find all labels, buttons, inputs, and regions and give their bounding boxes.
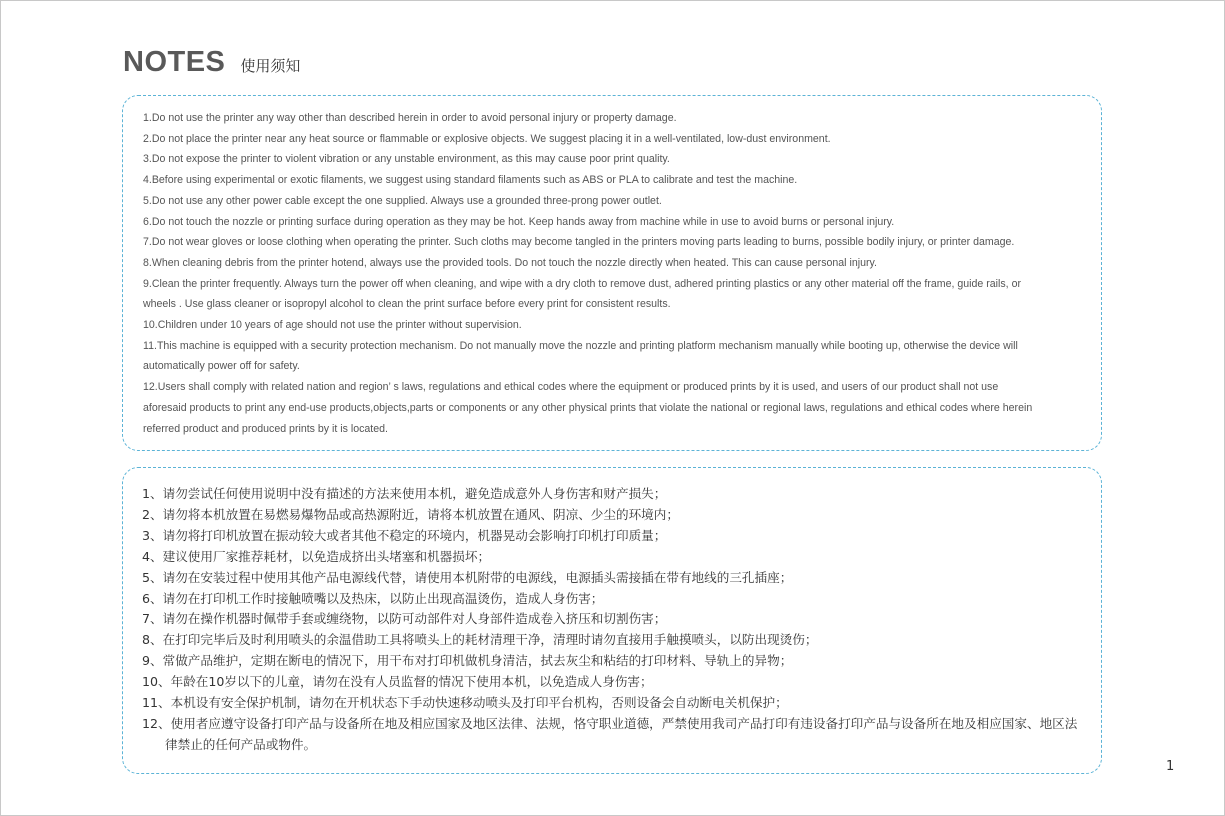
english-note-item: 6.Do not touch the nozzle or printing surface during operation as they may be hot. Keep hands away from machine while in use to avoid burns or personal injury. <box>143 215 895 228</box>
english-note-item: 3.Do not expose the printer to violent vibration or any unstable environment, as this may cause poor print quality. <box>143 153 670 166</box>
title-chinese: 使用须知 <box>240 57 301 75</box>
chinese-note-item: 5、请勿在安装过程中使用其他产品电源线代替，请使用本机附带的电源线，电源插头需接插在带有地线的三孔插座； <box>142 569 793 585</box>
chinese-note-item: 9、常做产品维护，定期在断电的情况下，用干布对打印机做机身清洁，拭去灰尘和粘结的打印材料、导轨上的异物； <box>142 653 793 669</box>
chinese-note-item: 3、请勿将打印机放置在振动较大或者其他不稳定的环境内，机器晃动会影响打印机打印质量； <box>142 527 667 543</box>
english-note-item: 8.When cleaning debris from the printer hotend, always use the provided tools. Do not touch the nozzle directly when heated. This can cause personal injury. <box>143 256 877 269</box>
chinese-note-item: 7、请勿在操作机器时佩带手套或缠绕物，以防可动部件对人身部件造成卷入挤压和切割伤害； <box>142 611 667 627</box>
english-note-item: 11.This machine is equipped with a security protection mechanism. Do not manually move the nozzle and printing platform mechanism manually while booting up, otherwise the device will automatically power off for safety. <box>143 339 1018 373</box>
english-note-item: 7.Do not wear gloves or loose clothing when operating the printer. Such cloths may become tangled in the printers moving parts leading to burns, possible bodily injury, or printer damage. <box>143 236 1015 249</box>
chinese-note-item: 10、年龄在10岁以下的儿童，请勿在没有人员监督的情况下使用本机，以免造成人身伤害； <box>142 674 653 690</box>
chinese-note-item: 2、请勿将本机放置在易燃易爆物品或高热源附近，请将本机放置在通风、阴凉、少尘的环境内； <box>142 506 679 522</box>
chinese-note-item: 8、在打印完毕后及时利用喷头的余温借助工具将喷头上的耗材清理干净，清理时请勿直接用手触摸喷头，以防出现烫伤； <box>142 632 818 648</box>
english-note-item: 4.Before using experimental or exotic filaments, we suggest using standard filaments such as ABS or PLA to calibrate and test the machine. <box>143 174 798 187</box>
title-english: NOTES <box>123 46 226 78</box>
chinese-note-item: 6、请勿在打印机工作时接触喷嘴以及热床，以防止出现高温烫伤，造成人身伤害； <box>142 590 604 606</box>
page-number: 1 <box>1166 759 1175 774</box>
english-notes-box <box>122 95 1102 451</box>
chinese-note-item: 11、本机设有安全保护机制，请勿在开机状态下手动快速移动喷头及打印平台机构，否则设备会自动断电关机保护； <box>142 695 788 711</box>
chinese-note-item: 12、使用者应遵守设备打印产品与设备所在地及相应国家及地区法律、法规，恪守职业道德，严禁使用我司产品打印有违设备打印产品与设备所在地及相应国家、地区法律禁止的任何产品或物件。 <box>142 715 1078 752</box>
english-note-item: 1.Do not use the printer any way other than described herein in order to avoid personal injury or property damage. <box>143 112 677 124</box>
page-title <box>123 46 300 79</box>
english-note-item: 10.Children under 10 years of age should not use the printer without supervision. <box>143 319 522 332</box>
english-notes-list <box>143 108 1085 439</box>
chinese-note-item: 4、建议使用厂家推荐耗材，以免造成挤出头堵塞和机器损坏； <box>142 548 491 564</box>
chinese-note-item: 1、请勿尝试任何使用说明中没有描述的方法来使用本机，避免造成意外人身伤害和财产损失； <box>142 486 667 501</box>
english-note-item: 2.Do not place the printer near any heat source or flammable or explosive objects. We suggest placing it in a well-ventilated, low-dust environment. <box>143 132 831 145</box>
english-note-item: 5.Do not use any other power cable except the one supplied. Always use a grounded three-prong power outlet. <box>143 194 662 207</box>
english-note-item: 12.Users shall comply with related nation and region’ s laws, regulations and ethical codes where the equipment or produced prints by it is used, and users of our product shall not use aforesaid products to print any end-use products,objects,parts or components or any other physical prints that violate the national or regional laws, regulations and ethical codes where herein referred product and produced prints by it is located. <box>143 381 1033 435</box>
chinese-notes-list <box>142 484 1085 756</box>
chinese-notes-box <box>122 467 1102 774</box>
english-note-item: 9.Clean the printer frequently. Always turn the power off when cleaning, and wipe with a dry cloth to remove dust, adhered printing plastics or any other material off the frame, guide rails, or wheels . Use glass cleaner or isopropyl alcohol to clean the print surface before every print for consistent results. <box>143 277 1021 311</box>
